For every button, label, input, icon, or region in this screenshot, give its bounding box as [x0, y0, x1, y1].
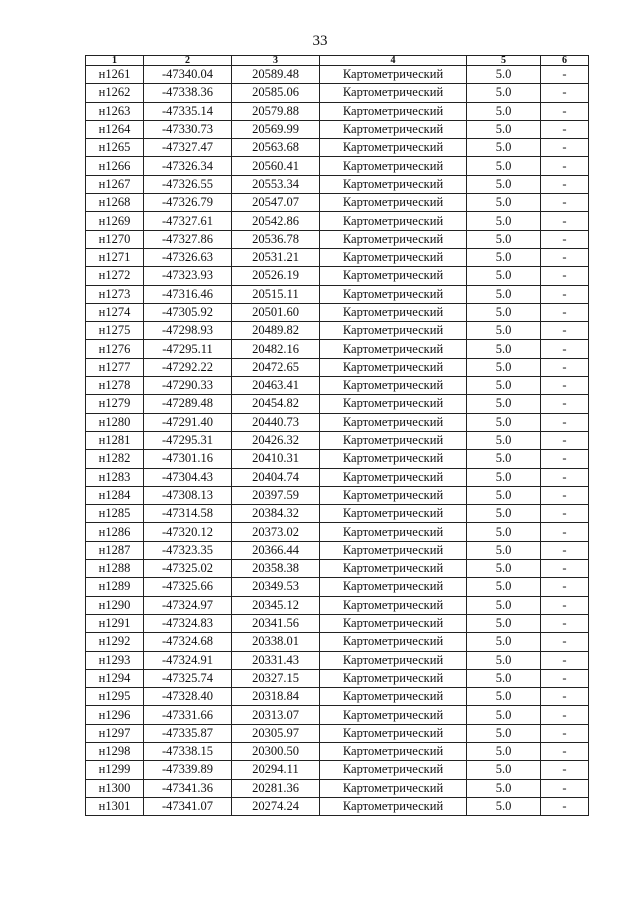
- table-row: [86, 413, 589, 431]
- accuracy-cell: 5.0: [467, 742, 541, 760]
- note-cell: -: [541, 413, 589, 431]
- point-id-cell: н1267: [86, 175, 144, 193]
- point-id-cell: н1299: [86, 761, 144, 779]
- table-row: [86, 596, 589, 614]
- note-cell: -: [541, 377, 589, 395]
- accuracy-cell: 5.0: [467, 505, 541, 523]
- accuracy-cell: 5.0: [467, 413, 541, 431]
- method-cell: Картометрический: [320, 596, 467, 614]
- y-coordinate-cell: 20531.21: [232, 248, 320, 266]
- method-cell: Картометрический: [320, 322, 467, 340]
- note-cell: -: [541, 560, 589, 578]
- accuracy-cell: 5.0: [467, 578, 541, 596]
- table-row: [86, 669, 589, 687]
- table-row: [86, 724, 589, 742]
- y-coordinate-cell: 20294.11: [232, 761, 320, 779]
- y-coordinate-cell: 20366.44: [232, 541, 320, 559]
- table-row: [86, 797, 589, 815]
- y-coordinate-cell: 20553.34: [232, 175, 320, 193]
- y-coordinate-cell: 20472.65: [232, 358, 320, 376]
- note-cell: -: [541, 102, 589, 120]
- method-cell: Картометрический: [320, 175, 467, 193]
- note-cell: -: [541, 505, 589, 523]
- point-id-cell: н1280: [86, 413, 144, 431]
- note-cell: -: [541, 66, 589, 84]
- accuracy-cell: 5.0: [467, 523, 541, 541]
- table-row: [86, 377, 589, 395]
- table-row: [86, 303, 589, 321]
- point-id-cell: н1266: [86, 157, 144, 175]
- note-cell: -: [541, 230, 589, 248]
- note-cell: -: [541, 688, 589, 706]
- coordinates-table: [85, 55, 589, 816]
- method-cell: Картометрический: [320, 340, 467, 358]
- table-row: [86, 761, 589, 779]
- x-coordinate-cell: -47325.02: [144, 560, 232, 578]
- point-id-cell: н1265: [86, 139, 144, 157]
- method-cell: Картометрический: [320, 651, 467, 669]
- table-row: [86, 285, 589, 303]
- method-cell: Картометрический: [320, 761, 467, 779]
- note-cell: -: [541, 267, 589, 285]
- table-row: [86, 633, 589, 651]
- method-cell: Картометрический: [320, 578, 467, 596]
- point-id-cell: н1279: [86, 395, 144, 413]
- accuracy-cell: 5.0: [467, 358, 541, 376]
- note-cell: -: [541, 285, 589, 303]
- accuracy-cell: 5.0: [467, 779, 541, 797]
- table-row: [86, 523, 589, 541]
- method-cell: Картометрический: [320, 706, 467, 724]
- x-coordinate-cell: -47338.15: [144, 742, 232, 760]
- point-id-cell: н1296: [86, 706, 144, 724]
- accuracy-cell: 5.0: [467, 66, 541, 84]
- point-id-cell: н1277: [86, 358, 144, 376]
- note-cell: -: [541, 596, 589, 614]
- point-id-cell: н1281: [86, 431, 144, 449]
- method-cell: Картометрический: [320, 450, 467, 468]
- method-cell: Картометрический: [320, 248, 467, 266]
- accuracy-cell: 5.0: [467, 267, 541, 285]
- point-id-cell: н1269: [86, 212, 144, 230]
- table-row: [86, 358, 589, 376]
- table-row: [86, 157, 589, 175]
- x-coordinate-cell: -47325.66: [144, 578, 232, 596]
- table-row: [86, 706, 589, 724]
- y-coordinate-cell: 20489.82: [232, 322, 320, 340]
- point-id-cell: н1263: [86, 102, 144, 120]
- x-coordinate-cell: -47304.43: [144, 468, 232, 486]
- point-id-cell: н1262: [86, 84, 144, 102]
- x-coordinate-cell: -47314.58: [144, 505, 232, 523]
- table-row: [86, 614, 589, 632]
- method-cell: Картометрический: [320, 633, 467, 651]
- accuracy-cell: 5.0: [467, 194, 541, 212]
- accuracy-cell: 5.0: [467, 285, 541, 303]
- accuracy-cell: 5.0: [467, 175, 541, 193]
- accuracy-cell: 5.0: [467, 395, 541, 413]
- accuracy-cell: 5.0: [467, 157, 541, 175]
- column-header: 5: [467, 56, 541, 66]
- y-coordinate-cell: 20349.53: [232, 578, 320, 596]
- note-cell: -: [541, 84, 589, 102]
- method-cell: Картометрический: [320, 84, 467, 102]
- table-row: [86, 742, 589, 760]
- column-header: 2: [144, 56, 232, 66]
- point-id-cell: н1293: [86, 651, 144, 669]
- column-header: 6: [541, 56, 589, 66]
- y-coordinate-cell: 20482.16: [232, 340, 320, 358]
- accuracy-cell: 5.0: [467, 303, 541, 321]
- point-id-cell: н1298: [86, 742, 144, 760]
- note-cell: -: [541, 761, 589, 779]
- y-coordinate-cell: 20501.60: [232, 303, 320, 321]
- method-cell: Картометрический: [320, 230, 467, 248]
- point-id-cell: н1287: [86, 541, 144, 559]
- point-id-cell: н1272: [86, 267, 144, 285]
- point-id-cell: н1292: [86, 633, 144, 651]
- point-id-cell: н1283: [86, 468, 144, 486]
- accuracy-cell: 5.0: [467, 541, 541, 559]
- accuracy-cell: 5.0: [467, 797, 541, 815]
- x-coordinate-cell: -47295.31: [144, 431, 232, 449]
- accuracy-cell: 5.0: [467, 340, 541, 358]
- table-row: [86, 468, 589, 486]
- method-cell: Картометрический: [320, 468, 467, 486]
- x-coordinate-cell: -47324.83: [144, 614, 232, 632]
- point-id-cell: н1276: [86, 340, 144, 358]
- table-row: [86, 651, 589, 669]
- table-row: [86, 248, 589, 266]
- x-coordinate-cell: -47328.40: [144, 688, 232, 706]
- method-cell: Картометрический: [320, 797, 467, 815]
- y-coordinate-cell: 20454.82: [232, 395, 320, 413]
- note-cell: -: [541, 486, 589, 504]
- y-coordinate-cell: 20300.50: [232, 742, 320, 760]
- point-id-cell: н1273: [86, 285, 144, 303]
- note-cell: -: [541, 358, 589, 376]
- method-cell: Картометрический: [320, 560, 467, 578]
- table-row: [86, 505, 589, 523]
- y-coordinate-cell: 20536.78: [232, 230, 320, 248]
- method-cell: Картометрический: [320, 779, 467, 797]
- x-coordinate-cell: -47326.79: [144, 194, 232, 212]
- method-cell: Картометрический: [320, 285, 467, 303]
- point-id-cell: н1268: [86, 194, 144, 212]
- method-cell: Картометрический: [320, 66, 467, 84]
- x-coordinate-cell: -47338.36: [144, 84, 232, 102]
- y-coordinate-cell: 20318.84: [232, 688, 320, 706]
- x-coordinate-cell: -47308.13: [144, 486, 232, 504]
- method-cell: Картометрический: [320, 669, 467, 687]
- point-id-cell: н1274: [86, 303, 144, 321]
- note-cell: -: [541, 541, 589, 559]
- method-cell: Картометрический: [320, 431, 467, 449]
- table-row: [86, 267, 589, 285]
- y-coordinate-cell: 20440.73: [232, 413, 320, 431]
- x-coordinate-cell: -47298.93: [144, 322, 232, 340]
- method-cell: Картометрический: [320, 358, 467, 376]
- note-cell: -: [541, 175, 589, 193]
- accuracy-cell: 5.0: [467, 84, 541, 102]
- note-cell: -: [541, 139, 589, 157]
- method-cell: Картометрический: [320, 303, 467, 321]
- x-coordinate-cell: -47330.73: [144, 120, 232, 138]
- method-cell: Картометрический: [320, 541, 467, 559]
- x-coordinate-cell: -47323.35: [144, 541, 232, 559]
- method-cell: Картометрический: [320, 102, 467, 120]
- y-coordinate-cell: 20579.88: [232, 102, 320, 120]
- table-row: [86, 779, 589, 797]
- table-row: [86, 212, 589, 230]
- method-cell: Картометрический: [320, 139, 467, 157]
- accuracy-cell: 5.0: [467, 651, 541, 669]
- accuracy-cell: 5.0: [467, 212, 541, 230]
- note-cell: -: [541, 523, 589, 541]
- x-coordinate-cell: -47340.04: [144, 66, 232, 84]
- method-cell: Картометрический: [320, 486, 467, 504]
- accuracy-cell: 5.0: [467, 614, 541, 632]
- note-cell: -: [541, 797, 589, 815]
- table-row: [86, 340, 589, 358]
- x-coordinate-cell: -47326.34: [144, 157, 232, 175]
- x-coordinate-cell: -47301.16: [144, 450, 232, 468]
- note-cell: -: [541, 468, 589, 486]
- method-cell: Картометрический: [320, 194, 467, 212]
- note-cell: -: [541, 651, 589, 669]
- table-row: [86, 395, 589, 413]
- y-coordinate-cell: 20384.32: [232, 505, 320, 523]
- y-coordinate-cell: 20560.41: [232, 157, 320, 175]
- accuracy-cell: 5.0: [467, 761, 541, 779]
- x-coordinate-cell: -47320.12: [144, 523, 232, 541]
- point-id-cell: н1285: [86, 505, 144, 523]
- point-id-cell: н1261: [86, 66, 144, 84]
- x-coordinate-cell: -47295.11: [144, 340, 232, 358]
- accuracy-cell: 5.0: [467, 431, 541, 449]
- note-cell: -: [541, 303, 589, 321]
- method-cell: Картометрический: [320, 212, 467, 230]
- method-cell: Картометрический: [320, 688, 467, 706]
- table-row: [86, 84, 589, 102]
- x-coordinate-cell: -47290.33: [144, 377, 232, 395]
- accuracy-cell: 5.0: [467, 706, 541, 724]
- point-id-cell: н1300: [86, 779, 144, 797]
- y-coordinate-cell: 20281.36: [232, 779, 320, 797]
- x-coordinate-cell: -47335.14: [144, 102, 232, 120]
- note-cell: -: [541, 431, 589, 449]
- note-cell: -: [541, 340, 589, 358]
- table-row: [86, 578, 589, 596]
- table-row: [86, 175, 589, 193]
- accuracy-cell: 5.0: [467, 724, 541, 742]
- y-coordinate-cell: 20404.74: [232, 468, 320, 486]
- point-id-cell: н1301: [86, 797, 144, 815]
- x-coordinate-cell: -47305.92: [144, 303, 232, 321]
- table-row: [86, 322, 589, 340]
- y-coordinate-cell: 20463.41: [232, 377, 320, 395]
- accuracy-cell: 5.0: [467, 322, 541, 340]
- note-cell: -: [541, 779, 589, 797]
- x-coordinate-cell: -47331.66: [144, 706, 232, 724]
- accuracy-cell: 5.0: [467, 560, 541, 578]
- column-header: 1: [86, 56, 144, 66]
- method-cell: Картометрический: [320, 523, 467, 541]
- accuracy-cell: 5.0: [467, 377, 541, 395]
- point-id-cell: н1275: [86, 322, 144, 340]
- table-row: [86, 688, 589, 706]
- point-id-cell: н1289: [86, 578, 144, 596]
- table-row: [86, 194, 589, 212]
- accuracy-cell: 5.0: [467, 688, 541, 706]
- accuracy-cell: 5.0: [467, 248, 541, 266]
- point-id-cell: н1284: [86, 486, 144, 504]
- y-coordinate-cell: 20526.19: [232, 267, 320, 285]
- accuracy-cell: 5.0: [467, 669, 541, 687]
- x-coordinate-cell: -47323.93: [144, 267, 232, 285]
- y-coordinate-cell: 20397.59: [232, 486, 320, 504]
- y-coordinate-cell: 20345.12: [232, 596, 320, 614]
- x-coordinate-cell: -47326.63: [144, 248, 232, 266]
- x-coordinate-cell: -47324.97: [144, 596, 232, 614]
- point-id-cell: н1282: [86, 450, 144, 468]
- x-coordinate-cell: -47324.91: [144, 651, 232, 669]
- table-row: [86, 486, 589, 504]
- y-coordinate-cell: 20341.56: [232, 614, 320, 632]
- accuracy-cell: 5.0: [467, 596, 541, 614]
- accuracy-cell: 5.0: [467, 139, 541, 157]
- point-id-cell: н1278: [86, 377, 144, 395]
- y-coordinate-cell: 20274.24: [232, 797, 320, 815]
- y-coordinate-cell: 20589.48: [232, 66, 320, 84]
- note-cell: -: [541, 706, 589, 724]
- table-row: [86, 450, 589, 468]
- x-coordinate-cell: -47325.74: [144, 669, 232, 687]
- y-coordinate-cell: 20373.02: [232, 523, 320, 541]
- note-cell: -: [541, 724, 589, 742]
- y-coordinate-cell: 20569.99: [232, 120, 320, 138]
- page-number: 33: [312, 33, 328, 49]
- note-cell: -: [541, 578, 589, 596]
- note-cell: -: [541, 248, 589, 266]
- x-coordinate-cell: -47339.89: [144, 761, 232, 779]
- x-coordinate-cell: -47291.40: [144, 413, 232, 431]
- y-coordinate-cell: 20313.07: [232, 706, 320, 724]
- accuracy-cell: 5.0: [467, 120, 541, 138]
- method-cell: Картометрический: [320, 157, 467, 175]
- column-header: 3: [232, 56, 320, 66]
- point-id-cell: н1286: [86, 523, 144, 541]
- y-coordinate-cell: 20585.06: [232, 84, 320, 102]
- table-header-row: [86, 56, 589, 66]
- y-coordinate-cell: 20305.97: [232, 724, 320, 742]
- y-coordinate-cell: 20331.43: [232, 651, 320, 669]
- accuracy-cell: 5.0: [467, 633, 541, 651]
- accuracy-cell: 5.0: [467, 450, 541, 468]
- method-cell: Картометрический: [320, 267, 467, 285]
- accuracy-cell: 5.0: [467, 486, 541, 504]
- method-cell: Картометрический: [320, 614, 467, 632]
- column-header: 4: [320, 56, 467, 66]
- table-row: [86, 230, 589, 248]
- table-row: [86, 541, 589, 559]
- table-row: [86, 120, 589, 138]
- note-cell: -: [541, 450, 589, 468]
- x-coordinate-cell: -47327.61: [144, 212, 232, 230]
- y-coordinate-cell: 20426.32: [232, 431, 320, 449]
- x-coordinate-cell: -47289.48: [144, 395, 232, 413]
- note-cell: -: [541, 669, 589, 687]
- x-coordinate-cell: -47292.22: [144, 358, 232, 376]
- y-coordinate-cell: 20563.68: [232, 139, 320, 157]
- y-coordinate-cell: 20410.31: [232, 450, 320, 468]
- y-coordinate-cell: 20515.11: [232, 285, 320, 303]
- point-id-cell: н1288: [86, 560, 144, 578]
- point-id-cell: н1297: [86, 724, 144, 742]
- point-id-cell: н1290: [86, 596, 144, 614]
- table-body: [86, 66, 589, 816]
- x-coordinate-cell: -47324.68: [144, 633, 232, 651]
- note-cell: -: [541, 194, 589, 212]
- note-cell: -: [541, 322, 589, 340]
- point-id-cell: н1291: [86, 614, 144, 632]
- x-coordinate-cell: -47316.46: [144, 285, 232, 303]
- accuracy-cell: 5.0: [467, 230, 541, 248]
- table-row: [86, 66, 589, 84]
- accuracy-cell: 5.0: [467, 468, 541, 486]
- accuracy-cell: 5.0: [467, 102, 541, 120]
- x-coordinate-cell: -47327.47: [144, 139, 232, 157]
- y-coordinate-cell: 20338.01: [232, 633, 320, 651]
- note-cell: -: [541, 212, 589, 230]
- point-id-cell: н1294: [86, 669, 144, 687]
- method-cell: Картометрический: [320, 724, 467, 742]
- note-cell: -: [541, 633, 589, 651]
- method-cell: Картометрический: [320, 377, 467, 395]
- y-coordinate-cell: 20327.15: [232, 669, 320, 687]
- table-row: [86, 102, 589, 120]
- y-coordinate-cell: 20542.86: [232, 212, 320, 230]
- table-row: [86, 560, 589, 578]
- x-coordinate-cell: -47335.87: [144, 724, 232, 742]
- x-coordinate-cell: -47341.36: [144, 779, 232, 797]
- note-cell: -: [541, 614, 589, 632]
- note-cell: -: [541, 395, 589, 413]
- method-cell: Картометрический: [320, 742, 467, 760]
- y-coordinate-cell: 20358.38: [232, 560, 320, 578]
- table-row: [86, 139, 589, 157]
- note-cell: -: [541, 120, 589, 138]
- method-cell: Картометрический: [320, 395, 467, 413]
- method-cell: Картометрический: [320, 413, 467, 431]
- note-cell: -: [541, 742, 589, 760]
- x-coordinate-cell: -47326.55: [144, 175, 232, 193]
- point-id-cell: н1264: [86, 120, 144, 138]
- point-id-cell: н1271: [86, 248, 144, 266]
- method-cell: Картометрический: [320, 505, 467, 523]
- x-coordinate-cell: -47327.86: [144, 230, 232, 248]
- point-id-cell: н1295: [86, 688, 144, 706]
- method-cell: Картометрический: [320, 120, 467, 138]
- note-cell: -: [541, 157, 589, 175]
- y-coordinate-cell: 20547.07: [232, 194, 320, 212]
- x-coordinate-cell: -47341.07: [144, 797, 232, 815]
- point-id-cell: н1270: [86, 230, 144, 248]
- table-row: [86, 431, 589, 449]
